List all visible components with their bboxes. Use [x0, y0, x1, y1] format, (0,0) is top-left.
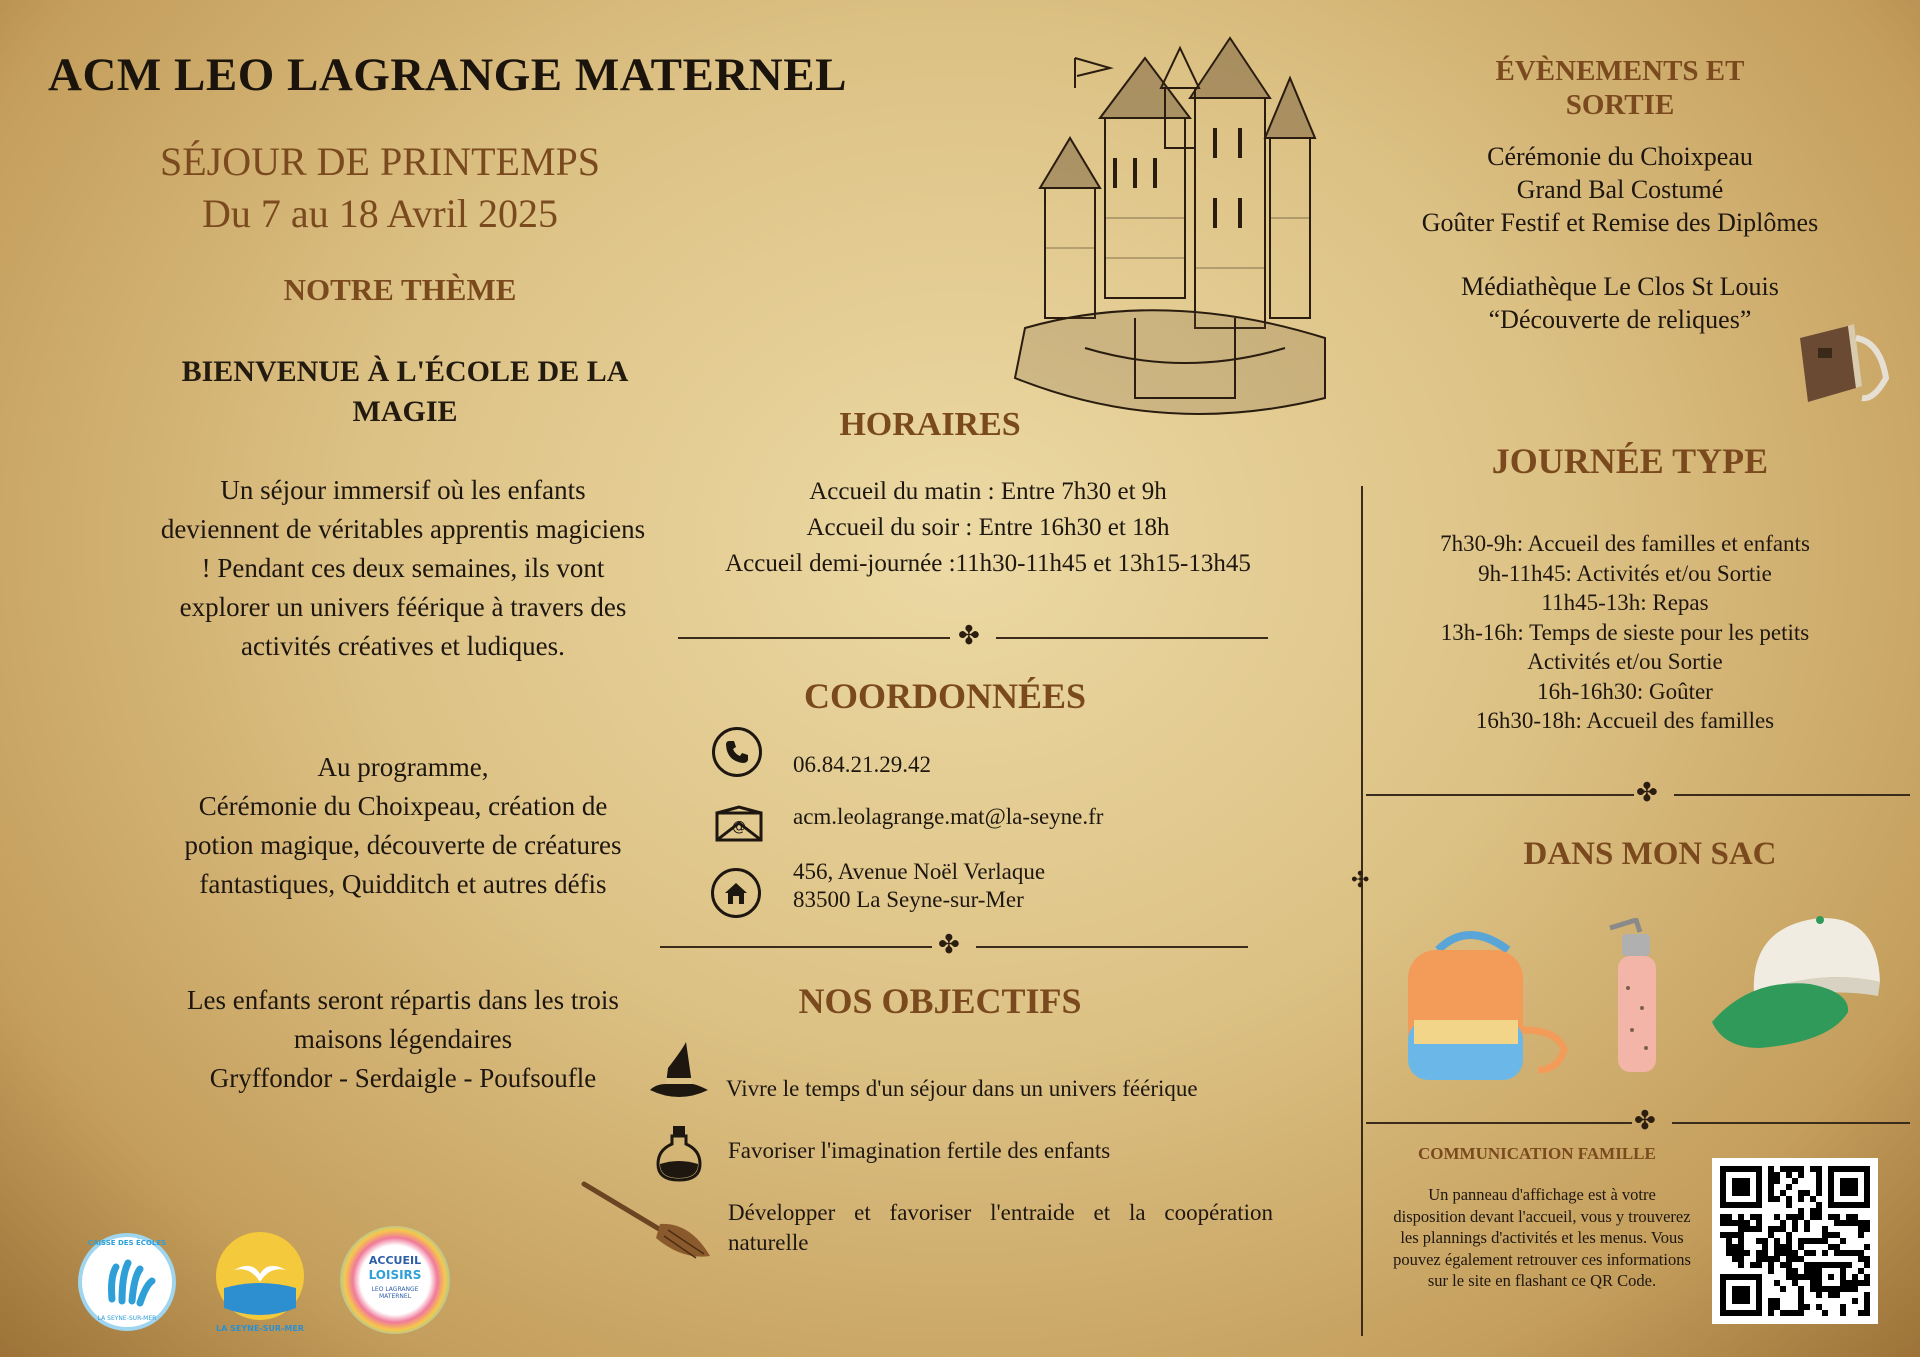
sac-heading: DANS MON SAC [1523, 836, 1777, 872]
address-block [793, 858, 1045, 914]
witch-hat-icon [646, 1038, 712, 1104]
phone-icon [712, 727, 762, 777]
houses-block [178, 981, 628, 1098]
event-item-2: Grand Bal Costumé [1516, 175, 1724, 204]
horaires-list [688, 474, 1288, 582]
address-line-1: 456, Avenue Noël Verlaque [793, 859, 1046, 884]
divider-horaires [678, 621, 1268, 651]
divider-sac [1366, 1106, 1910, 1136]
fleuron-icon: ✤ [958, 621, 980, 651]
evenements-heading-line2: SORTIE [1565, 89, 1675, 121]
outing-place: Médiathèque Le Clos St Louis [1461, 272, 1779, 301]
theme-heading: NOTRE THÈME [283, 272, 517, 307]
journee-line-5: Activités et/ou Sortie [1527, 649, 1723, 674]
book-icon [1790, 318, 1890, 410]
houses-list: Gryffondor - Serdaigle - Poufsoufle [209, 1063, 597, 1093]
vertical-divider [1361, 486, 1363, 1336]
program-block [168, 748, 638, 904]
email-address[interactable]: acm.leolagrange.mat@la-seyne.fr [793, 804, 1104, 829]
divider-coordonnees [660, 930, 1248, 960]
evenements-heading-line1: ÉVÈNEMENTS ET [1495, 55, 1745, 87]
program-text: Cérémonie du Choixpeau, création de potion magique, découverte de créatures fantastiques, Quidditch et autres défis [184, 791, 622, 899]
theme-subtitle: BIENVENUE À L'ÉCOLE DE LA MAGIE [181, 355, 629, 428]
journee-list [1390, 529, 1860, 736]
evenements-heading [1440, 54, 1800, 122]
horaires-heading: HORAIRES [839, 406, 1021, 443]
qr-code[interactable] [1712, 1158, 1878, 1324]
accueil-label-1: ACCUEIL [368, 1254, 422, 1267]
evenements-list [1370, 140, 1870, 336]
backpack-icon [1398, 920, 1568, 1090]
outing-title: “Découverte de reliques” [1488, 305, 1752, 334]
email-icon [714, 805, 764, 843]
water-bottle-icon [1596, 918, 1668, 1078]
objectifs-heading: NOS OBJECTIFS [798, 981, 1082, 1021]
program-intro: Au programme, [317, 752, 489, 782]
journee-line-1: 7h30-9h: Accueil des familles et enfants [1440, 531, 1810, 556]
event-item-1: Cérémonie du Choixpeau [1487, 142, 1753, 171]
journee-line-6: 16h-16h30: Goûter [1537, 678, 1713, 704]
hands-icon [82, 1237, 172, 1327]
stay-title: SÉJOUR DE PRINTEMPS [159, 139, 601, 184]
objective-1: Vivre le temps d'un séjour dans un univers féérique [726, 1076, 1198, 1101]
stay-block [100, 136, 660, 240]
page-title: ACM LEO LAGRANGE MATERNEL [48, 49, 847, 101]
horaire-evening: Accueil du soir : Entre 16h30 et 18h [806, 514, 1170, 541]
vertical-ornament-icon: ✣ [1351, 868, 1370, 893]
houses-intro: Les enfants seront répartis dans les trois maisons légendaires [187, 985, 619, 1054]
journee-line-2: 9h-11h45: Activités et/ou Sortie [1478, 560, 1772, 586]
communication-text: Un panneau d'affichage est à votre disposition devant l'accueil, vous y trouverez les plannings d'activités et les menus. Vous pouvez également retrouver ces informations sur le site en flashant ce QR Code. [1393, 1185, 1691, 1290]
event-item-3: Goûter Festif et Remise des Diplômes [1421, 208, 1819, 237]
journee-line-4: 13h-16h: Temps de sieste pour les petits [1440, 619, 1810, 645]
qr-code-icon [1720, 1166, 1870, 1316]
address-line-2: 83500 La Seyne-sur-Mer [793, 887, 1024, 912]
stay-dates: Du 7 au 18 Avril 2025 [202, 191, 558, 236]
journee-heading: JOURNÉE TYPE [1491, 441, 1769, 481]
accueil-label-2: LOISIRS [368, 1268, 422, 1282]
communication-heading: COMMUNICATION FAMILLE [1418, 1144, 1656, 1163]
objective-3: Développer et favoriser l'entraide et la coopération naturelle [728, 1200, 1273, 1255]
potion-icon [654, 1124, 704, 1182]
caisse-label: CAISSE DES ÉCOLES [87, 1239, 167, 1247]
home-icon [711, 868, 761, 918]
accueil-loisirs-logo [340, 1226, 450, 1334]
ville-label: LA SEYNE-SUR-MER [216, 1324, 304, 1333]
ville-logo [214, 1230, 306, 1338]
svg-text:@: @ [732, 819, 746, 835]
objective-2: Favoriser l'imagination fertile des enfants [728, 1138, 1111, 1163]
caisse-sub-label: LA SEYNE-SUR-MER [97, 1315, 157, 1322]
theme-paragraph: Un séjour immersif où les enfants deviennent de véritables apprentis magiciens ! Pendant ces deux semaines, ils vont explorer un univers féérique à travers des activités créatives et ludiques. [160, 475, 646, 661]
caisse-des-ecoles-logo [78, 1233, 176, 1331]
coordonnees-heading: COORDONNÉES [803, 676, 1087, 716]
broom-icon [580, 1176, 716, 1260]
fleuron-icon: ✤ [1634, 1106, 1656, 1136]
phone-number[interactable]: 06.84.21.29.42 [793, 752, 931, 777]
seagull-icon [214, 1230, 306, 1322]
cap-icon [1710, 912, 1884, 1052]
fleuron-icon: ✤ [1636, 778, 1658, 808]
journee-line-3: 11h45-13h: Repas [1541, 590, 1709, 615]
fleuron-icon: ✤ [938, 930, 960, 960]
horaire-morning: Accueil du matin : Entre 7h30 et 9h [809, 478, 1167, 505]
castle-illustration [985, 18, 1345, 448]
horaire-half-day: Accueil demi-journée :11h30-11h45 et 13h15-13h45 [725, 550, 1251, 577]
divider-journee [1366, 778, 1910, 808]
journee-line-7: 16h30-18h: Accueil des familles [1475, 708, 1775, 733]
accueil-label-3: LEO LAGRANGE MATERNEL [371, 1286, 419, 1300]
